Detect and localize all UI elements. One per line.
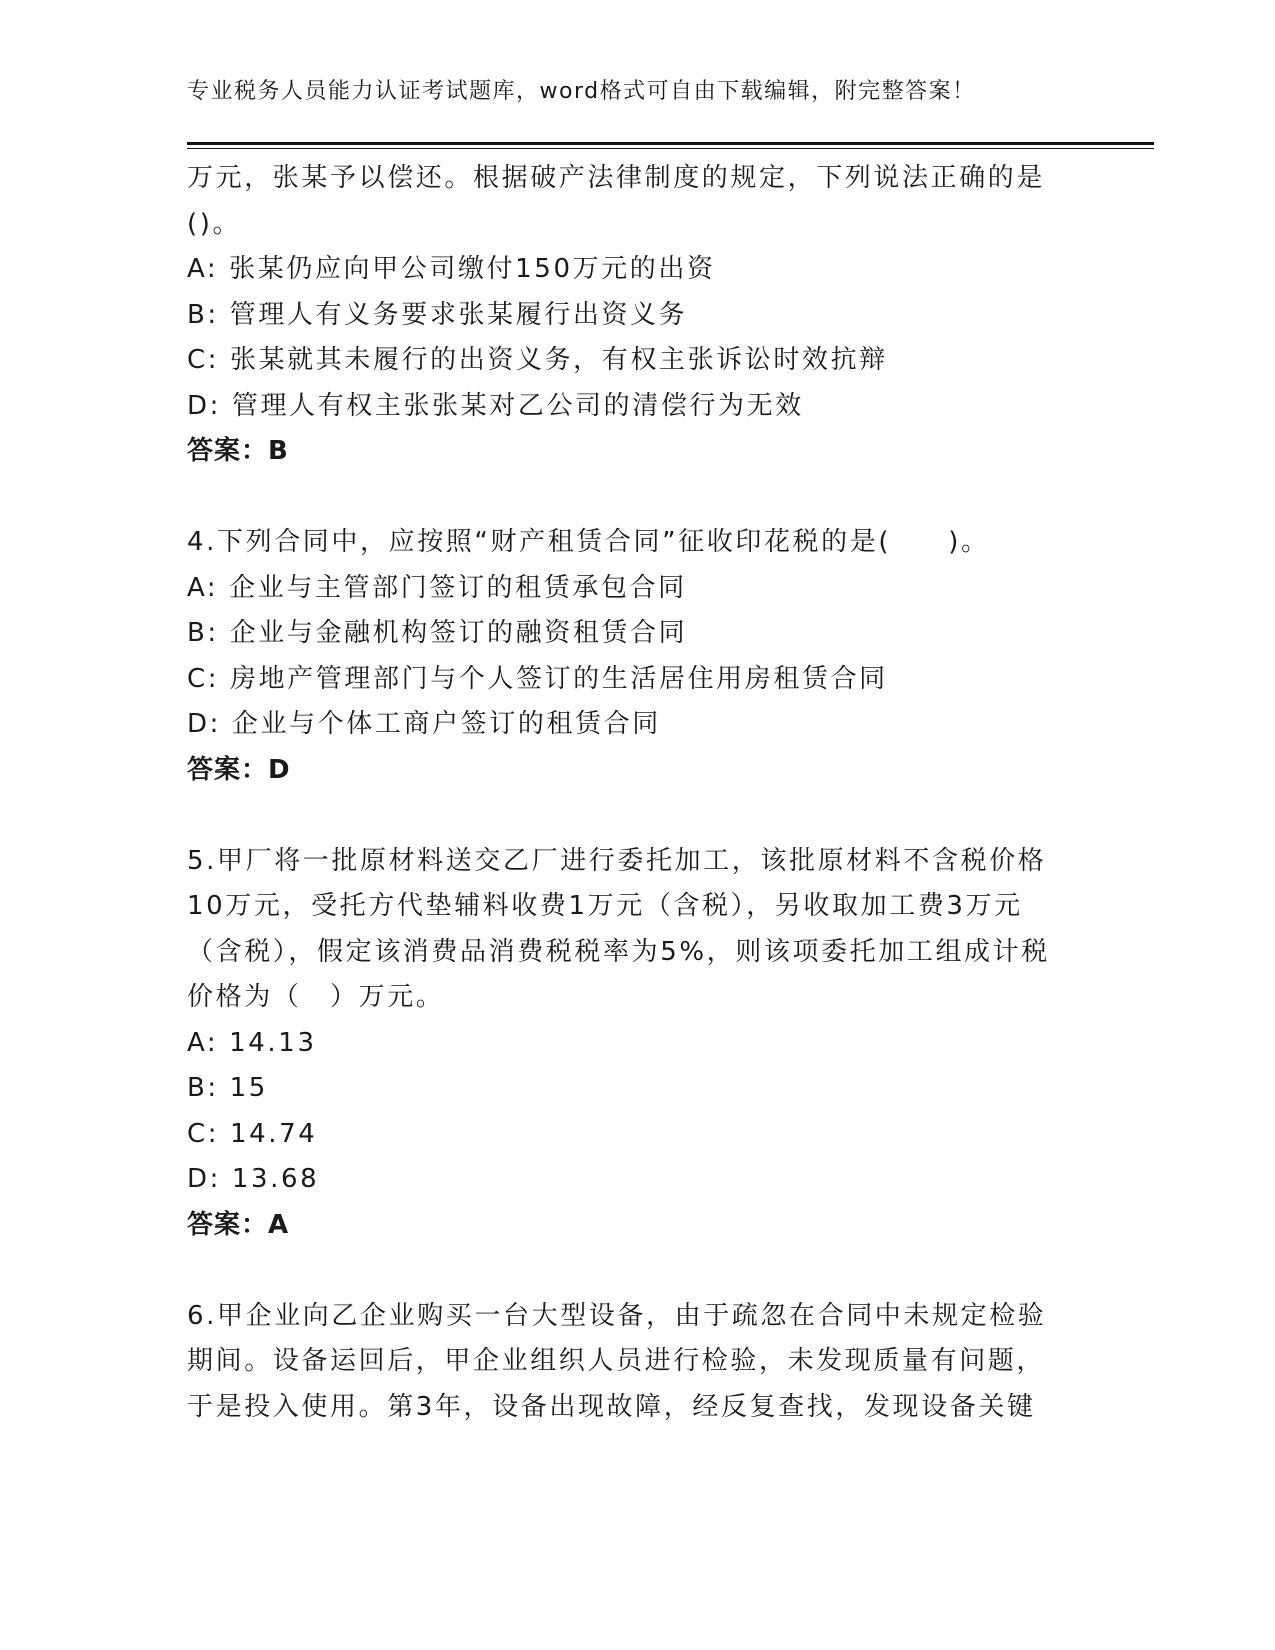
question-stem-line: 10万元，受托方代垫辅料收费1万元（含税），另收取加工费3万元 (187, 891, 1023, 921)
option-d: D: 企业与个体工商户签订的租赁合同 (187, 709, 661, 739)
question-5 (187, 839, 1087, 1249)
question-stem-line: 6.甲企业向乙企业购买一台大型设备，由于疏忽在合同中未规定检验 (187, 1300, 1047, 1331)
spacer (187, 1248, 1087, 1294)
option-b: B: 企业与金融机构签订的融资租赁合同 (187, 618, 688, 648)
option-d: D: 管理人有权主张张某对乙公司的清偿行为无效 (187, 390, 804, 421)
spacer (187, 475, 1087, 521)
header-rule-thin (187, 148, 1154, 149)
question-stem-line: （含税），假定该消费品消费税税率为5%，则该项委托加工组成计税 (187, 936, 1050, 967)
question-4 (187, 520, 1087, 793)
answer-label: 答案：B (187, 436, 289, 466)
question-6 (187, 1294, 1087, 1431)
answer-label: 答案：D (187, 754, 291, 785)
question-stem-line: 于是投入使用。第3年，设备出现故障，经反复查找，发现设备关键 (187, 1391, 1036, 1422)
option-c: C: 张某就其未履行的出资义务，有权主张诉讼时效抗辩 (187, 345, 888, 375)
question-stem-line: 万元，张某予以偿还。根据破产法律制度的规定，下列说法正确的是 (187, 163, 1046, 193)
question-3 (187, 156, 1087, 475)
header-rule-thick (187, 142, 1154, 145)
question-stem-line: ()。 (187, 208, 242, 239)
option-b: B: 管理人有义务要求张某履行出资义务 (187, 299, 688, 330)
option-b: B: 15 (187, 1073, 268, 1103)
question-stem-line: 价格为（ ）万元。 (187, 982, 445, 1012)
option-a: A: 张某仍应向甲公司缴付150万元的出资 (187, 254, 716, 284)
option-a: A: 企业与主管部门签订的租赁承包合同 (187, 572, 687, 603)
option-c: C: 14.74 (187, 1118, 318, 1149)
option-c: C: 房地产管理部门与个人签订的生活居住用房租赁合同 (187, 663, 888, 694)
option-a: A: 14.13 (187, 1027, 317, 1058)
question-stem-line: 期间。设备运回后，甲企业组织人员进行检验，未发现质量有问题， (187, 1346, 1046, 1376)
question-stem-line: 5.甲厂将一批原材料送交乙厂进行委托加工，该批原材料不含税价格 (187, 845, 1047, 876)
option-d: D: 13.68 (187, 1164, 320, 1194)
document-body (187, 156, 1087, 1430)
question-stem-line: 4.下列合同中，应按照“财产租赁合同”征收印花税的是( )。 (187, 527, 990, 557)
page-header: 专业税务人员能力认证考试题库，word格式可自由下载编辑，附完整答案！ (187, 79, 976, 104)
spacer (187, 793, 1087, 839)
answer-label: 答案：A (187, 1209, 290, 1240)
